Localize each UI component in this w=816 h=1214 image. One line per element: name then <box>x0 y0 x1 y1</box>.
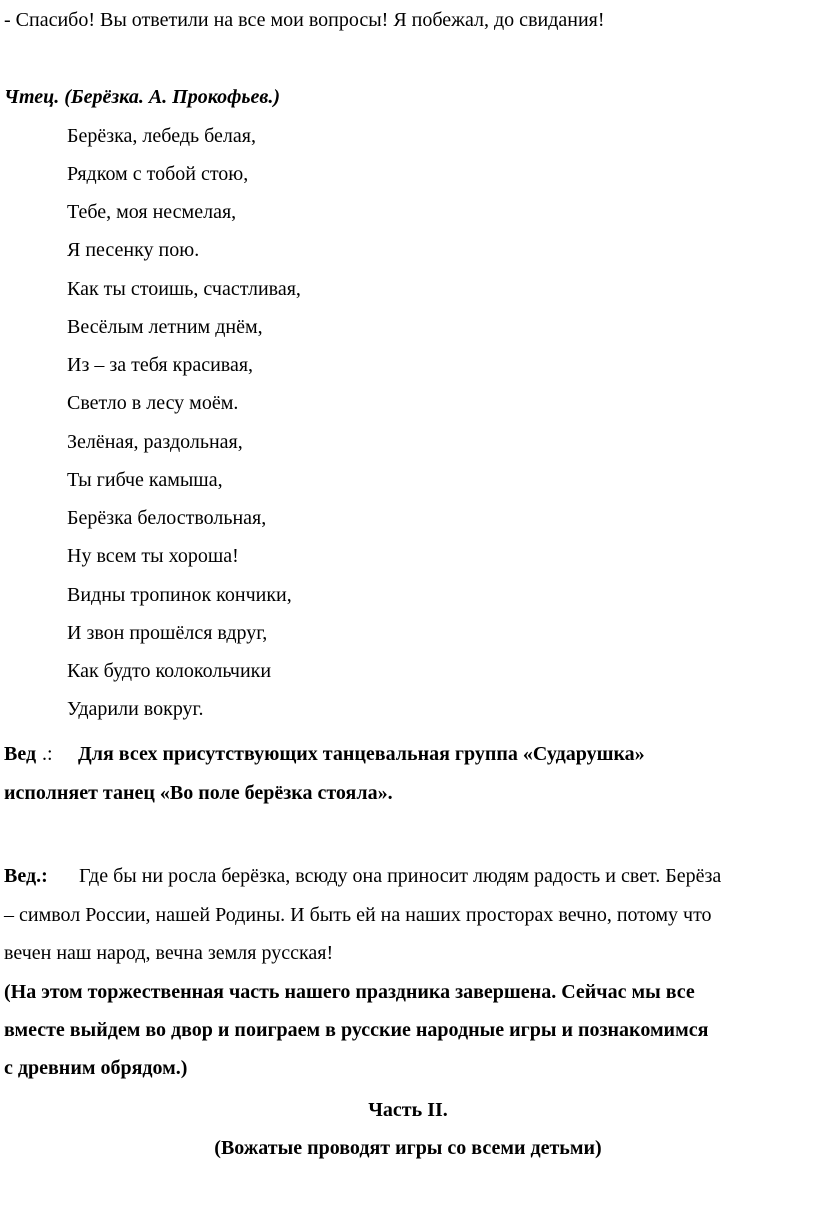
part-subtitle: (Вожатые проводят игры со всеми детьми) <box>214 1137 602 1159</box>
poem-line: Как будто колокольчики <box>67 660 272 682</box>
closing-line: (На этом торжественная часть нашего праздника завершена. Сейчас мы все <box>4 981 695 1003</box>
poem-line: Как ты стоишь, счастливая, <box>67 278 301 300</box>
poem-line: Берёзка, лебедь белая, <box>67 125 256 147</box>
poem-line: Берёзка белоствольная, <box>67 507 267 529</box>
poem-line: Весёлым летним днём, <box>67 316 263 338</box>
announcement-line: исполняет танец «Во поле берёзка стояла». <box>4 782 393 804</box>
part-title: Часть II. <box>368 1099 448 1121</box>
poem-line: Ну всем ты хороша! <box>67 545 239 567</box>
speaker-label: Вед.: <box>4 865 48 887</box>
poem-line: И звон прошёлся вдруг, <box>67 622 268 644</box>
speech-line: – символ России, нашей Родины. И быть ей на наших просторах вечно, потому что <box>4 904 712 926</box>
speaker-label: Вед <box>4 743 37 765</box>
poem-heading: Чтец. (Берёзка. А. Прокофьев.) <box>4 86 281 108</box>
poem-line: Видны тропинок кончики, <box>67 584 292 606</box>
poem-line: Рядком с тобой стою, <box>67 163 249 185</box>
poem-line: Ты гибче камыша, <box>67 469 223 491</box>
announcement-line: Для всех присутствующих танцевальная группа «Сударушка» <box>78 743 645 765</box>
intro-line: - Спасибо! Вы ответили на все мои вопросы! Я побежал, до свидания! <box>4 9 605 31</box>
poem-line: Ударили вокруг. <box>67 698 204 720</box>
speech-line: Где бы ни росла берёзка, всюду она приносит людям радость и свет. Берёза <box>79 865 722 887</box>
poem-line: Тебе, моя несмелая, <box>67 201 237 223</box>
speech-line: вечен наш народ, вечна земля русская! <box>4 942 334 964</box>
poem-line: Из – за тебя красивая, <box>67 354 254 376</box>
poem-line: Я песенку пою. <box>67 239 200 261</box>
closing-line: с древним обрядом.) <box>4 1057 188 1079</box>
speaker-label-punct: .: <box>42 743 53 765</box>
poem-line: Зелёная, раздольная, <box>67 431 243 453</box>
closing-line: вместе выйдем во двор и поиграем в русские народные игры и познакомимся <box>4 1019 709 1041</box>
poem-line: Светло в лесу моём. <box>67 392 239 414</box>
